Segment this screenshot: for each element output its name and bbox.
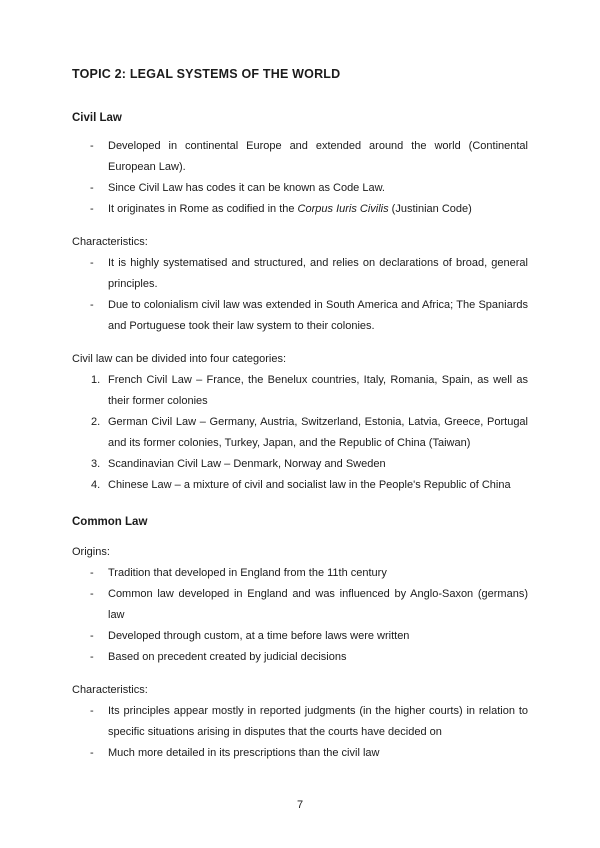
numbered-item: Chinese Law – a mixture of civil and socialist law in the People's Republic of China <box>108 479 511 491</box>
doc-title: TOPIC 2: LEGAL SYSTEMS OF THE WORLD <box>72 67 341 81</box>
page-number: 7 <box>296 799 304 811</box>
characteristics-label: Characteristics: <box>72 236 148 248</box>
latin-title-italic: Corpus Iuris Civilis <box>297 203 389 215</box>
bullet-item: - Much more detailed in its prescriptions than the civil law <box>72 743 528 764</box>
bullet-item: - Common law developed in England and was influenced by Anglo-Saxon (germans) law <box>72 584 528 626</box>
civil-law-categories-list <box>72 370 528 496</box>
common-law-origins-list <box>72 563 528 668</box>
numbered-item: Scandinavian Civil Law – Denmark, Norway and Sweden <box>108 458 386 470</box>
bullet-item: - Since Civil Law has codes it can be known as Code Law. <box>72 178 528 199</box>
numbered-item: German Civil Law – Germany, Austria, Switzerland, Estonia, Latvia, Greece, Portugal and its former colonies, Turkey, Japan, and the Republic of China (Taiwan) <box>108 416 528 449</box>
civil-law-bullet-list <box>72 136 528 220</box>
bullet-item: - Its principles appear mostly in reported judgments (in the higher courts) in relation to specific situations arising in disputes that the courts have decided on <box>72 701 528 743</box>
bullet-item: - Tradition that developed in England from the 11th century <box>72 563 528 584</box>
categories-intro: Civil law can be divided into four categories: <box>72 353 287 365</box>
section-heading-civil-law: Civil Law <box>72 112 122 124</box>
numbered-item: French Civil Law – France, the Benelux countries, Italy, Romania, Spain, as well as their former colonies <box>108 374 528 407</box>
civil-law-section <box>72 110 528 496</box>
origins-label: Origins: <box>72 546 110 558</box>
bullet-item: - It is highly systematised and structured, and relies on declarations of broad, general principles. <box>72 253 528 295</box>
section-heading-common-law: Common Law <box>72 516 148 528</box>
bullet-item: - Developed in continental Europe and extended around the world (Continental European Law). <box>72 136 528 178</box>
bullet-text: It originates in Rome as codified in the <box>108 203 298 215</box>
civil-law-characteristics-list <box>72 253 528 337</box>
bullet-item: - Based on precedent created by judicial decisions <box>72 647 528 668</box>
bullet-item: - Due to colonialism civil law was extended in South America and Africa; The Spaniards and Portuguese took their law system to their colonies. <box>72 295 528 337</box>
bullet-item <box>72 199 528 220</box>
common-law-characteristics-list <box>72 701 528 764</box>
bullet-text: (Justinian Code) <box>388 203 472 215</box>
bullet-item: - Developed through custom, at a time before laws were written <box>72 626 528 647</box>
common-law-section <box>72 514 528 764</box>
characteristics-label: Characteristics: <box>72 684 148 696</box>
